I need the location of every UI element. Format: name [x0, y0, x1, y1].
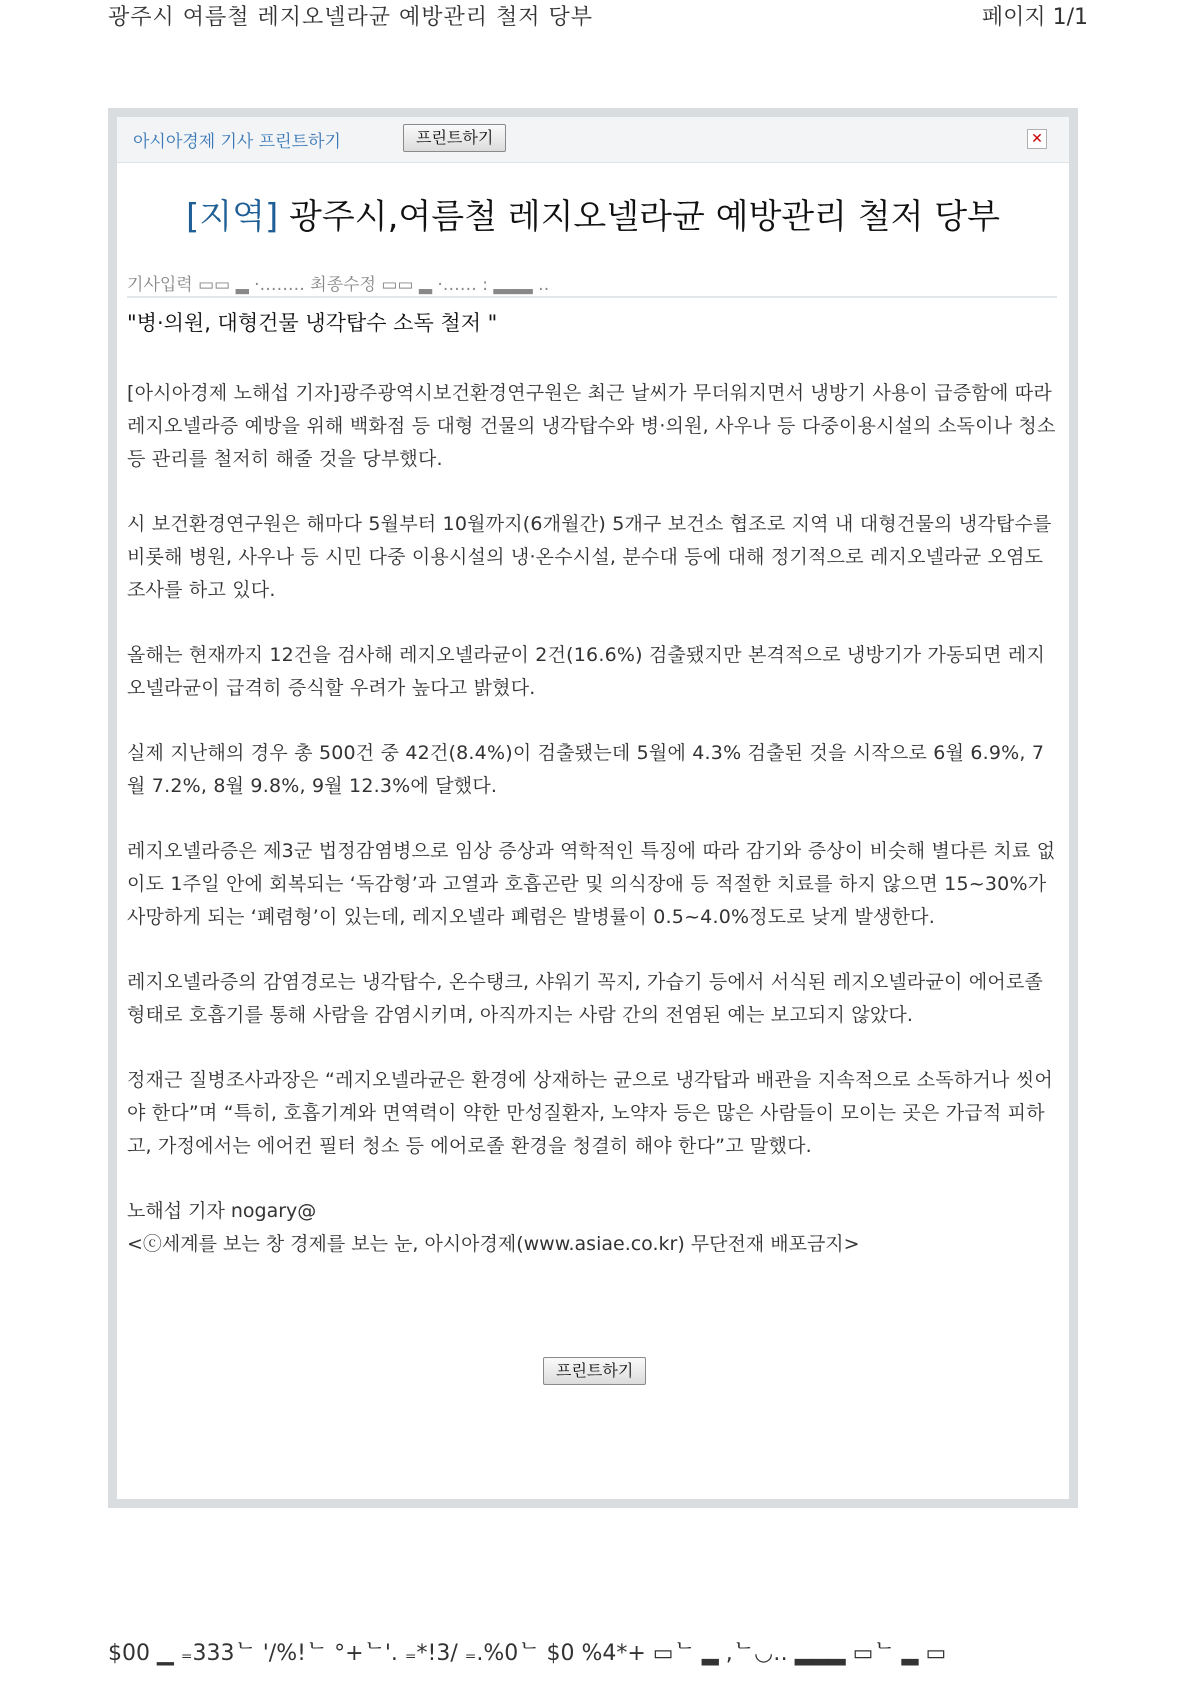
article-category: [지역]	[186, 197, 279, 237]
article-paragraph: 시 보건환경연구원은 해마다 5월부터 10월까지(6개월간) 5개구 보건소 협조로 지역 내 대형건물의 냉각탑수를 비롯해 병원, 사우나 등 시민 다중 이용시설의 냉·온수시설, 분수대 등에 대해 정기적으로 레지오넬라균 오염도 조사를 하고 있다.	[127, 513, 1052, 601]
page-number: 1/1	[1052, 5, 1088, 30]
article-paragraph: 레지오넬라증의 감염경로는 냉각탑수, 온수탱크, 샤워기 꼭지, 가습기 등에서 서식된 레지오넬라균이 에어로졸 형태로 호흡기를 통해 사람을 감염시키며, 아직까지는 사람 간의 전염된 예는 보고되지 않았다.	[127, 971, 1044, 1026]
close-icon[interactable]: ✕	[1027, 129, 1047, 149]
page-header	[108, 0, 1088, 40]
article-paragraph: [아시아경제 노해섭 기자]광주광역시보건환경연구원은 최근 날씨가 무더워지면서 냉방기 사용이 급증함에 따라 레지오넬라증 예방을 위해 백화점 등 대형 건물의 냉각탑수와 병·의원, 사우나 등 다중이용시설의 소독이나 청소 등 관리를 철저히 해줄 것을 당부했다.	[127, 382, 1056, 470]
page-number-area	[982, 0, 1088, 31]
page-header-title: 광주시 여름철 레지오넬라균 예방관리 철저 당부	[108, 5, 594, 30]
print-button-bottom[interactable]: 프린트하기	[543, 1357, 646, 1385]
print-toolbar	[117, 117, 1069, 163]
print-window	[117, 117, 1069, 1499]
article-paragraph: 레지오넬라증은 제3군 법정감염병으로 임상 증상과 역학적인 특징에 따라 감기와 증상이 비슷해 별다른 치료 없이도 1주일 안에 회복되는 ‘독감형’과 고열과 호흡곤란 및 의식장애 등 적절한 치료를 하지 않으면 15~30%가 사망하게 되는 ‘폐렴형’이 있는데, 레지오넬라 폐렴은 발병률이 0.5~4.0%정도로 낮게 발생한다.	[127, 840, 1056, 928]
article-paragraph: 올해는 현재까지 12건을 검사해 레지오넬라균이 2건(16.6%) 검출됐지만 본격적으로 냉방기가 가동되면 레지오넬라균이 급격히 증식할 우려가 높다고 밝혔다.	[127, 644, 1046, 699]
article-body	[127, 307, 1057, 1261]
article-copyright: <ⓒ세계를 보는 창 경제를 보는 눈, 아시아경제(www.asiae.co.kr) 무단전재 배포금지>	[127, 1233, 860, 1255]
article-paragraph: 정재근 질병조사과장은 “레지오넬라균은 환경에 상재하는 균으로 냉각탑과 배관을 지속적으로 소독하거나 씻어야 한다”며 “특히, 호흡기계와 면역력이 약한 만성질환자, 노약자 등은 많은 사람들이 모이는 곳은 가급적 피하고, 가정에서는 에어컨 필터 청소 등 에어로졸 환경을 청결히 해야 한다”고 말했다.	[127, 1069, 1053, 1157]
article-title: 광주시,여름철 레지오넬라균 예방관리 철저 당부	[289, 197, 1000, 237]
article-headline	[117, 189, 1069, 238]
print-frame	[108, 108, 1078, 1508]
article-paragraph: 실제 지난해의 경우 총 500건 중 42건(8.4%)이 검출됐는데 5월에 4.3% 검출된 것을 시작으로 6월 6.9%, 7월 7.2%, 8월 9.8%, 9월 12.3%에 달했다.	[127, 742, 1045, 797]
toolbar-label: 아시아경제 기사 프린트하기	[133, 132, 341, 152]
page-label: 페이지	[981, 5, 1046, 30]
print-button-top[interactable]: 프린트하기	[403, 124, 506, 152]
article-subtitle: "병·의원, 대형건물 냉각탑수 소독 철저 "	[127, 311, 498, 335]
article-meta: 기사입력 ▭▭ ▂ ·‥‥‥‥ 최종수정 ▭▭ ▂ ·‥‥‥ : ▂▂▂ ‥	[127, 270, 1057, 298]
page-footer-url: $00 ▁ ₌333ᄂ '/%!ᄂ °+ᄂ'. ₌*!3/ ₌.%0ᄂ $0 %4*+ ▭ᄂ ▂ ,ᄂ◡‥ ▂▂▂ ▭ᄂ ▂ ▭	[108, 1641, 947, 1666]
article-byline: 노해섭 기자 nogary@	[127, 1200, 317, 1222]
